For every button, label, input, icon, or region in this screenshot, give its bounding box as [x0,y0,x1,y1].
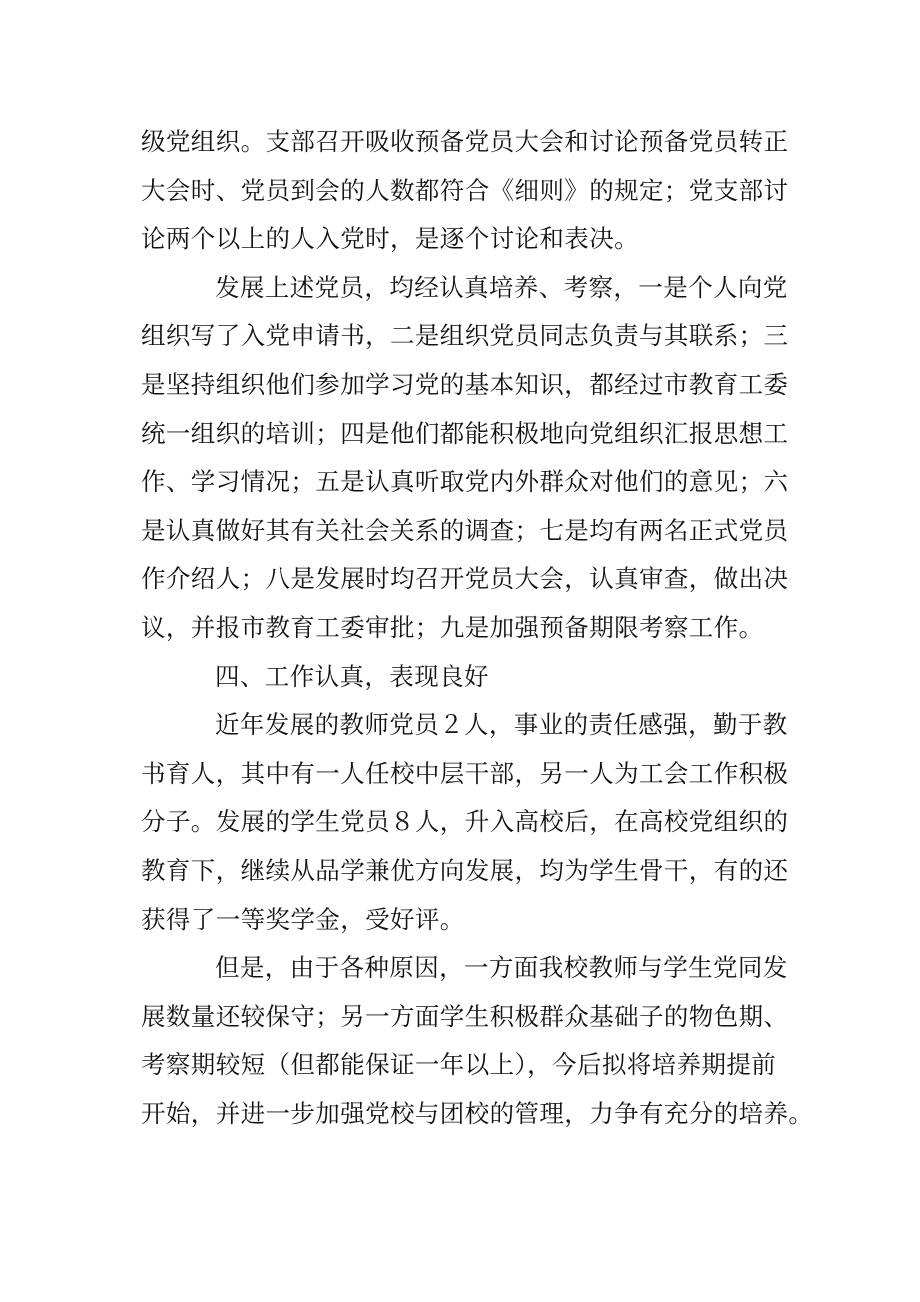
document-body [141,118,814,1138]
paragraph-first-line: 发展上述党员，均经认真培养、考察，一是个人向党 [215,272,788,302]
text-line: 级党组织。支部召开吸收预备党员大会和讨论预备党员转正 [141,127,789,156]
text-line: 是认真做好其有关社会关系的调查；七是均有两名正式党员 [141,515,789,545]
text-line: 考察期较短（但都能保证一年以上），今后拟将培养期提前 [141,1050,777,1080]
text-line: 组织写了入党申请书，二是组织党员同志负责与其联系；三 [141,321,789,351]
text-line: 开始，并进一步加强党校与团校的管理，力争有充分的培养。 [141,1098,814,1128]
text-line: 展数量还较保守；另一方面学生积极群众基础子的物色期、 [141,1001,789,1031]
text-line: 作介绍人；八是发展时均召开党员大会，认真审查，做出决 [141,564,789,594]
text-line: 获得了一等奖学金，受好评。 [141,904,465,934]
text-line: 大会时、党员到会的人数都符合《细则》的规定；党支部讨 [141,175,789,205]
text-line: 教育下，继续从品学兼优方向发展，均为学生骨干，有的还 [141,855,789,885]
paragraph-first-line: 近年发展的教师党员２人，事业的责任感强，勤于教 [215,710,788,740]
text-line: 统一组织的培训；四是他们都能积极地向党组织汇报思想工 [141,418,789,448]
text-line: 分子。发展的学生党员８人，升入高校后，在高校党组织的 [141,807,789,837]
text-line: 议，并报市教育工委审批；九是加强预备期限考察工作。 [141,612,764,642]
text-line: 是坚持组织他们参加学习党的基本知识，都经过市教育工委 [141,369,789,399]
text-line: 作、学习情况；五是认真听取党内外群众对他们的意见；六 [141,467,789,497]
section-heading: 四、工作认真，表现良好 [215,661,489,691]
paragraph-first-line: 但是，由于各种原因，一方面我校教师与学生党同发 [215,953,788,983]
text-line: 论两个以上的人入党时，是逐个讨论和表决。 [141,224,639,254]
text-line: 书育人，其中有一人任校中层干部，另一人为工会工作积极 [141,758,789,788]
